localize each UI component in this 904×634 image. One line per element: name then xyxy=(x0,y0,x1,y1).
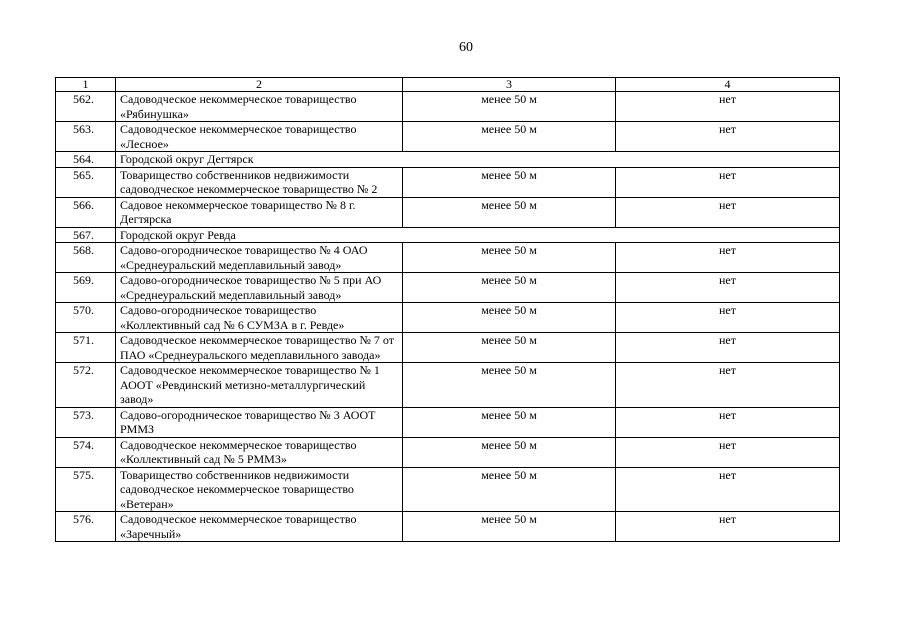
table-row xyxy=(56,167,840,197)
row-number: 574. xyxy=(56,437,116,467)
flag-value: нет xyxy=(616,407,840,437)
organization-name: Садоводческое некоммерческое товарищество «Заречный» xyxy=(116,512,403,542)
organization-name: Садовое некоммерческое товарищество № 8 г. Дегтярска xyxy=(116,197,403,227)
organization-name: Садоводческое некоммерческое товарищество № 7 от ПАО «Среднеуральского медеплавильного завода» xyxy=(116,333,403,363)
organization-name: Садоводческое некоммерческое товарищество «Лесное» xyxy=(116,122,403,152)
organization-name: Садово-огородническое товарищество № 4 ОАО «Среднеуральский медеплавильный завод» xyxy=(116,243,403,273)
column-header-4: 4 xyxy=(616,78,840,92)
table-row xyxy=(56,197,840,227)
row-number: 568. xyxy=(56,243,116,273)
distance-value: менее 50 м xyxy=(403,273,616,303)
table-row xyxy=(56,407,840,437)
organization-name: Садоводческое некоммерческое товарищество «Коллективный сад № 5 РММЗ» xyxy=(116,437,403,467)
distance-value: менее 50 м xyxy=(403,363,616,408)
table-header-row xyxy=(56,78,840,92)
section-title: Городской округ Дегтярск xyxy=(116,152,840,168)
organization-name: Садово-огородническое товарищество «Коллективный сад № 6 СУМЗА в г. Ревде» xyxy=(116,303,403,333)
table-row xyxy=(56,333,840,363)
flag-value: нет xyxy=(616,92,840,122)
row-number: 569. xyxy=(56,273,116,303)
column-header-1: 1 xyxy=(56,78,116,92)
table-row xyxy=(56,512,840,542)
flag-value: нет xyxy=(616,167,840,197)
table-row xyxy=(56,467,840,512)
distance-value: менее 50 м xyxy=(403,407,616,437)
distance-value: менее 50 м xyxy=(403,167,616,197)
table-row xyxy=(56,92,840,122)
distance-value: менее 50 м xyxy=(403,437,616,467)
section-title: Городской округ Ревда xyxy=(116,227,840,243)
column-header-2: 2 xyxy=(116,78,403,92)
row-number: 570. xyxy=(56,303,116,333)
flag-value: нет xyxy=(616,273,840,303)
flag-value: нет xyxy=(616,197,840,227)
table-row xyxy=(56,273,840,303)
row-number: 575. xyxy=(56,467,116,512)
table-row xyxy=(56,122,840,152)
row-number: 572. xyxy=(56,363,116,408)
organization-name: Садоводческое некоммерческое товарищество № 1 АООТ «Ревдинский метизно-металлургический завод» xyxy=(116,363,403,408)
flag-value: нет xyxy=(616,303,840,333)
flag-value: нет xyxy=(616,122,840,152)
table-body xyxy=(56,92,840,542)
organization-name: Садоводческое некоммерческое товарищество «Рябинушка» xyxy=(116,92,403,122)
row-number: 571. xyxy=(56,333,116,363)
row-number: 563. xyxy=(56,122,116,152)
row-number: 562. xyxy=(56,92,116,122)
row-number: 576. xyxy=(56,512,116,542)
row-number: 566. xyxy=(56,197,116,227)
table-row xyxy=(56,437,840,467)
organization-name: Садово-огородническое товарищество № 5 при АО «Среднеуральский медеплавильный завод» xyxy=(116,273,403,303)
organization-name: Садово-огородническое товарищество № 3 АООТ РММЗ xyxy=(116,407,403,437)
flag-value: нет xyxy=(616,333,840,363)
organization-name: Товарищество собственников недвижимости садоводческое некоммерческое товарищество № 2 xyxy=(116,167,403,197)
flag-value: нет xyxy=(616,467,840,512)
distance-value: менее 50 м xyxy=(403,303,616,333)
organization-name: Товарищество собственников недвижимости садоводческое некоммерческое товарищество «Ветеран» xyxy=(116,467,403,512)
table-row xyxy=(56,243,840,273)
distance-value: менее 50 м xyxy=(403,467,616,512)
document-table xyxy=(55,77,840,542)
row-number: 573. xyxy=(56,407,116,437)
flag-value: нет xyxy=(616,437,840,467)
table-row xyxy=(56,303,840,333)
column-header-3: 3 xyxy=(403,78,616,92)
row-number: 567. xyxy=(56,227,116,243)
section-row xyxy=(56,227,840,243)
distance-value: менее 50 м xyxy=(403,243,616,273)
distance-value: менее 50 м xyxy=(403,512,616,542)
row-number: 564. xyxy=(56,152,116,168)
flag-value: нет xyxy=(616,243,840,273)
section-row xyxy=(56,152,840,168)
distance-value: менее 50 м xyxy=(403,92,616,122)
table-row xyxy=(56,363,840,408)
flag-value: нет xyxy=(616,363,840,408)
distance-value: менее 50 м xyxy=(403,333,616,363)
flag-value: нет xyxy=(616,512,840,542)
distance-value: менее 50 м xyxy=(403,197,616,227)
distance-value: менее 50 м xyxy=(403,122,616,152)
row-number: 565. xyxy=(56,167,116,197)
page-number: 60 xyxy=(459,40,473,55)
